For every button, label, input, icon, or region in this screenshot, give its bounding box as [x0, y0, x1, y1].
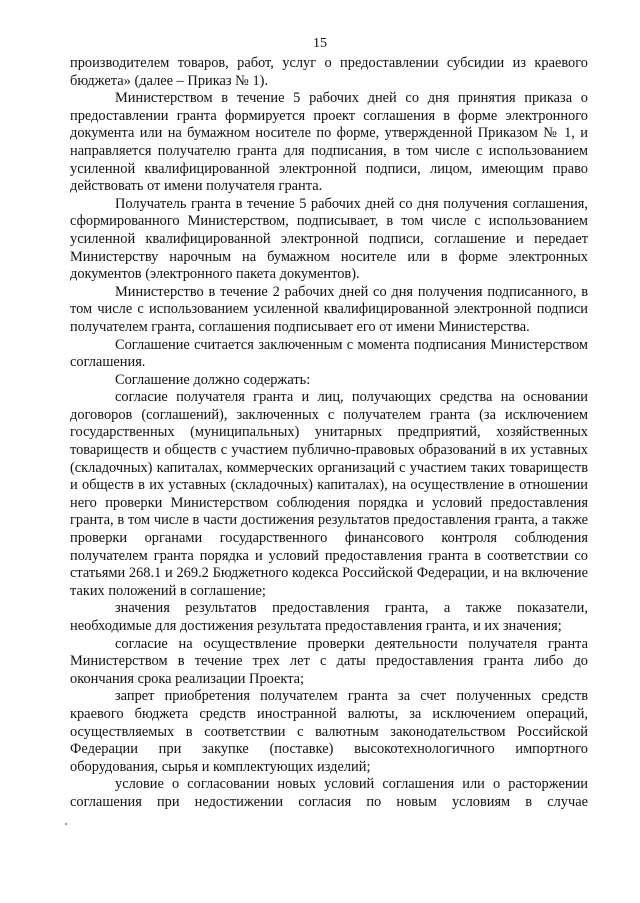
- paragraph: Министерством в течение 5 рабочих дней со дня принятия приказа о предоставлении гранта формируется проект соглашения в форме электронного документа или на бумажном носителе по форме, утвержденной Приказом № 1, и направляется получателю гранта для подписания, в том числе с использованием усиленной квалифицированной электронной подписи, лицом, имеющим право действовать от имени получателя гранта.: [70, 90, 588, 195]
- paragraph: Получатель гранта в течение 5 рабочих дней со дня получения соглашения, сформированного Министерством, подписывает, в том числе с использованием усиленной квалифицированной электронной подписи, соглашение и передает Министерству нарочным на бумажном носителе или в форме электронных документов (электронного пакета документов).: [70, 195, 588, 283]
- paragraph: условие о согласовании новых условий соглашения или о расторжении соглашения при недостижении согласия по новым условиям в случае: [70, 776, 588, 810]
- paragraph: Министерство в течение 2 рабочих дней со дня получения подписанного, в том числе с использованием усиленной квалифицированной электронной подписи получателем гранта, соглашения подписывает его от имени Министерства.: [70, 283, 588, 335]
- paragraph: Соглашение должно содержать:: [115, 371, 311, 388]
- paragraph: Соглашение считается заключенным с момента подписания Министерством соглашения.: [70, 336, 588, 371]
- paragraph: производителем товаров, работ, услуг о предоставлении субсидии из краевого бюджета» (далее – Приказ № 1).: [70, 55, 588, 89]
- paragraph: запрет приобретения получателем гранта за счет полученных средств краевого бюджета средств иностранной валюты, за исключением операций, осуществляемых в соответствии с валютным законодательством Российской Федерации при закупке (поставке) высокотехнологичного импортного оборудования, сырья и комплектующих изделий;: [70, 688, 588, 775]
- paragraph: значения результатов предоставления гранта, а также показатели, необходимые для достижения результата предоставления гранта, и их значения;: [70, 600, 588, 634]
- paragraph: согласие получателя гранта и лиц, получающих средства на основании договоров (соглашений), заключенных с получателем гранта (за исключением государственных (муниципальных) унитарных предприятий, хозяйственных товариществ и обществ с участием публично-правовых образований в их уставных (складочных) капиталах, коммерческих организаций с участием таких товариществ и обществ в их уставных (складочных) капиталах), на осуществление в отношении него проверки Министерством соблюдения порядка и условий предоставления гранта, в том числе в части достижения результатов предоставления гранта, а также проверки органами государственного финансового контроля соблюдения получателем гранта порядка и условий предоставления гранта в соответствии со статьями 268.1 и 269.2 Бюджетного кодекса Российской Федерации, и на включение таких положений в соглашение;: [70, 389, 588, 599]
- scan-artifact: [65, 823, 67, 825]
- page-number: 15: [313, 36, 327, 51]
- paragraph: согласие на осуществление проверки деятельности получателя гранта Министерством в течение трех лет с даты предоставления гранта либо до окончания срока реализации Проекта;: [70, 635, 588, 687]
- document-body: [70, 55, 588, 812]
